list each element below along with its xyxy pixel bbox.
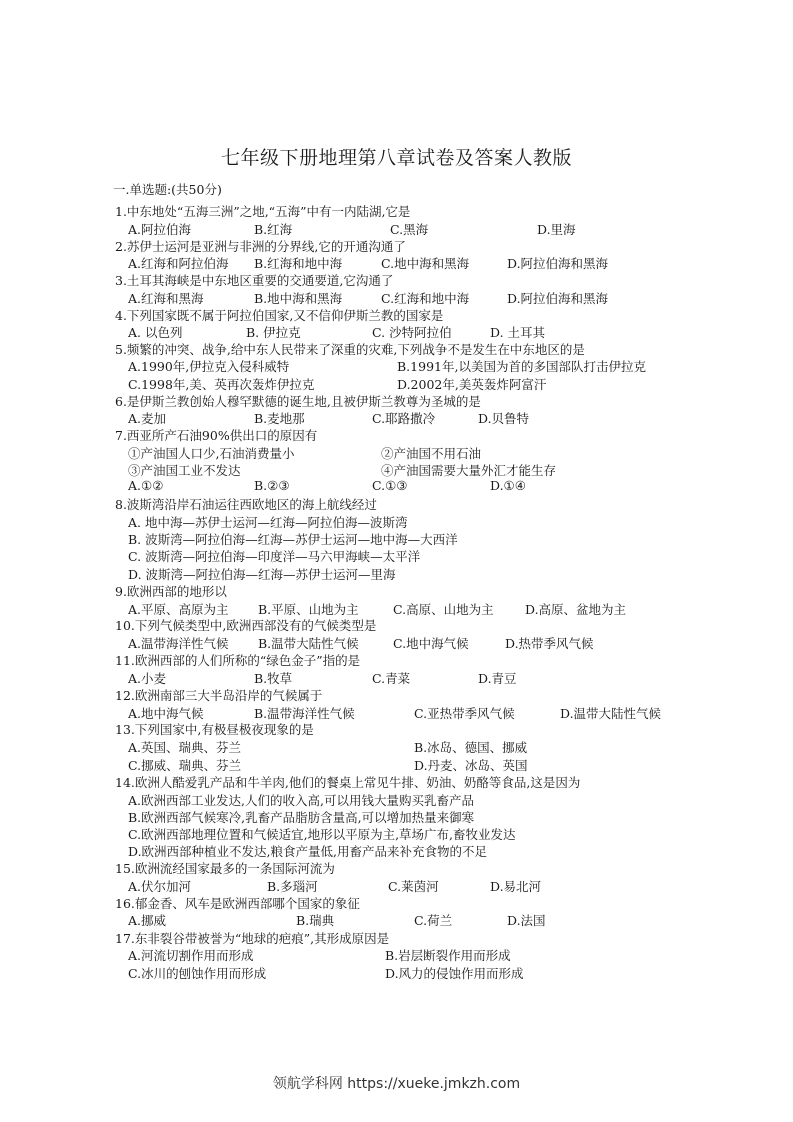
option: A. 地中海—苏伊士运河—红海—阿拉伯海—波斯湾: [128, 515, 408, 530]
question-stem: 7.西亚所产石油90%供出口的原因有: [115, 428, 318, 443]
question-stem: 10.下列气候类型中,欧洲西部没有的气候类型是: [115, 618, 377, 633]
option: C. 沙特阿拉伯: [372, 325, 452, 340]
question-stem: 2.苏伊士运河是亚洲与非洲的分界线,它的开通沟通了: [115, 239, 406, 254]
option: B.地中海和黑海: [254, 291, 343, 306]
option: A. 以色列: [128, 325, 183, 340]
question-stem: 12.欧洲南部三大半岛沿岸的气候属于: [115, 688, 323, 703]
option: A.1990年,伊拉克入侵科威特: [128, 359, 290, 374]
statement-item: ④产油国需要大量外汇才能生存: [381, 463, 557, 478]
option: A.伏尔加河: [128, 879, 192, 894]
option: D.①④: [490, 478, 526, 493]
question-stem: 8.波斯湾沿岸石油运往西欧地区的海上航线经过: [115, 497, 377, 512]
question-stem: 11.欧洲西部的人们所称的“绿色金子”指的是: [115, 653, 361, 668]
option: B.温带大陆性气候: [258, 636, 359, 651]
statement-item: ②产油国不用石油: [381, 446, 482, 461]
option: C.地中海和黑海: [381, 256, 470, 271]
option: A.河流切割作用而形成: [128, 948, 254, 963]
option: A.①②: [128, 478, 164, 493]
section-heading: 一.单选题:(共50分): [113, 182, 222, 197]
question-stem: 17.东非裂谷带被誉为“地球的疤痕”,其形成原因是: [115, 931, 390, 946]
option: A.英国、瑞典、芬兰: [128, 740, 242, 755]
option: A.平原、高原为主: [128, 602, 229, 617]
option: A.阿拉伯海: [128, 222, 192, 237]
option: B.温带海洋性气候: [254, 706, 355, 721]
option: A.地中海气候: [128, 706, 204, 721]
option: B.欧洲西部气候寒冷,乳畜产品脂肪含量高,可以增加热量来御寒: [128, 810, 475, 825]
option: D. 波斯湾—阿拉伯海—红海—苏伊士运河—里海: [128, 567, 396, 582]
option: B.1991年,以美国为首的多国部队打击伊拉克: [397, 359, 646, 374]
option: B. 波斯湾—阿拉伯海—红海—苏伊士运河—地中海—大西洋: [128, 532, 458, 547]
question-stem: 14.欧洲人酷爱乳产品和牛羊肉,他们的餐桌上常见牛排、奶油、奶酪等食品,这是因为: [115, 775, 581, 790]
option: D.风力的侵蚀作用而形成: [385, 966, 524, 981]
option: A.红海和黑海: [128, 291, 204, 306]
option: D.法国: [507, 913, 546, 928]
option: B.岩层断裂作用而形成: [385, 948, 511, 963]
option: A.小麦: [128, 671, 167, 686]
option: B.②③: [254, 478, 290, 493]
option: A.挪威: [128, 913, 167, 928]
question-stem: 15.欧洲流经国家最多的一条国际河流为: [115, 861, 335, 876]
option: B.瑞典: [296, 913, 335, 928]
option: C. 波斯湾—阿拉伯海—印度洋—马六甲海峡—太平洋: [128, 549, 421, 564]
option: D.贝鲁特: [478, 411, 530, 426]
option: C.红海和地中海: [381, 291, 470, 306]
option: D.丹麦、冰岛、英国: [414, 758, 528, 773]
option: D.温带大陆性气候: [560, 706, 662, 721]
option: B.冰岛、德国、挪威: [414, 740, 528, 755]
option: B. 伊拉克: [246, 325, 301, 340]
option: C.地中海气候: [393, 636, 469, 651]
option: A.麦加: [128, 411, 167, 426]
option: C.挪威、瑞典、芬兰: [128, 758, 242, 773]
option: D.2002年,美英轰炸阿富汗: [397, 377, 547, 392]
option: C.1998年,美、英再次轰炸伊拉克: [128, 377, 315, 392]
option: A.欧洲西部工业发达,人们的收入高,可以用钱大量购买乳畜产品: [128, 793, 474, 808]
question-stem: 13.下列国家中,有极昼极夜现象的是: [115, 722, 314, 737]
footer-watermark: 领航学科网 https://xueke.jmkzh.com: [272, 1076, 521, 1092]
option: C.①③: [372, 478, 408, 493]
option: D.里海: [537, 222, 576, 237]
option: D.易北河: [490, 879, 542, 894]
option: C.欧洲西部地理位置和气候适宜,地形以平原为主,草场广布,畜牧业发达: [128, 827, 516, 842]
option: A.红海和阿拉伯海: [128, 256, 229, 271]
option: B.牧草: [254, 671, 293, 686]
statement-item: ①产油国人口少,石油消费量小: [128, 446, 295, 461]
option: A.温带海洋性气候: [128, 636, 229, 651]
statement-item: ③产油国工业不发达: [128, 463, 241, 478]
question-stem: 16.郁金香、风车是欧洲西部哪个国家的象征: [115, 896, 360, 911]
question-stem: 1.中东地处“五海三洲”之地,“五海”中有一内陆湖,它是: [115, 204, 411, 219]
option: B.红海: [254, 222, 293, 237]
option: B.红海和地中海: [254, 256, 343, 271]
option: D.欧洲西部种植业不发达,粮食产量低,用畜产品来补充食物的不足: [128, 844, 487, 859]
option: C.冰川的刨蚀作用而形成: [128, 966, 267, 981]
question-stem: 9.欧洲西部的地形以: [115, 584, 227, 599]
option: D.高原、盆地为主: [525, 602, 627, 617]
option: B.麦地那: [254, 411, 305, 426]
option: C.亚热带季风气候: [414, 706, 515, 721]
page-title: 七年级下册地理第八章试卷及答案人教版: [220, 147, 572, 169]
question-stem: 3.土耳其海峡是中东地区重要的交通要道,它沟通了: [115, 273, 394, 288]
option: C.荷兰: [414, 913, 453, 928]
option: D.阿拉伯海和黑海: [507, 291, 609, 306]
option: B.多瑙河: [267, 879, 318, 894]
option: C.莱茵河: [388, 879, 439, 894]
option: C.黑海: [390, 222, 429, 237]
question-stem: 6.是伊斯兰教创始人穆罕默德的诞生地,且被伊斯兰教尊为圣城的是: [115, 394, 481, 409]
option: B.平原、山地为主: [258, 602, 359, 617]
option: D. 土耳其: [490, 325, 546, 340]
option: C.青菜: [372, 671, 411, 686]
option: D.阿拉伯海和黑海: [507, 256, 609, 271]
option: D.热带季风气候: [505, 636, 594, 651]
option: D.青豆: [478, 671, 517, 686]
question-stem: 5.频繁的冲突、战争,给中东人民带来了深重的灾难,下列战争不是发生在中东地区的是: [115, 342, 585, 357]
option: C.高原、山地为主: [393, 602, 494, 617]
question-stem: 4.下列国家既不属于阿拉伯国家,又不信仰伊斯兰教的国家是: [115, 308, 444, 323]
option: C.耶路撒冷: [372, 411, 436, 426]
